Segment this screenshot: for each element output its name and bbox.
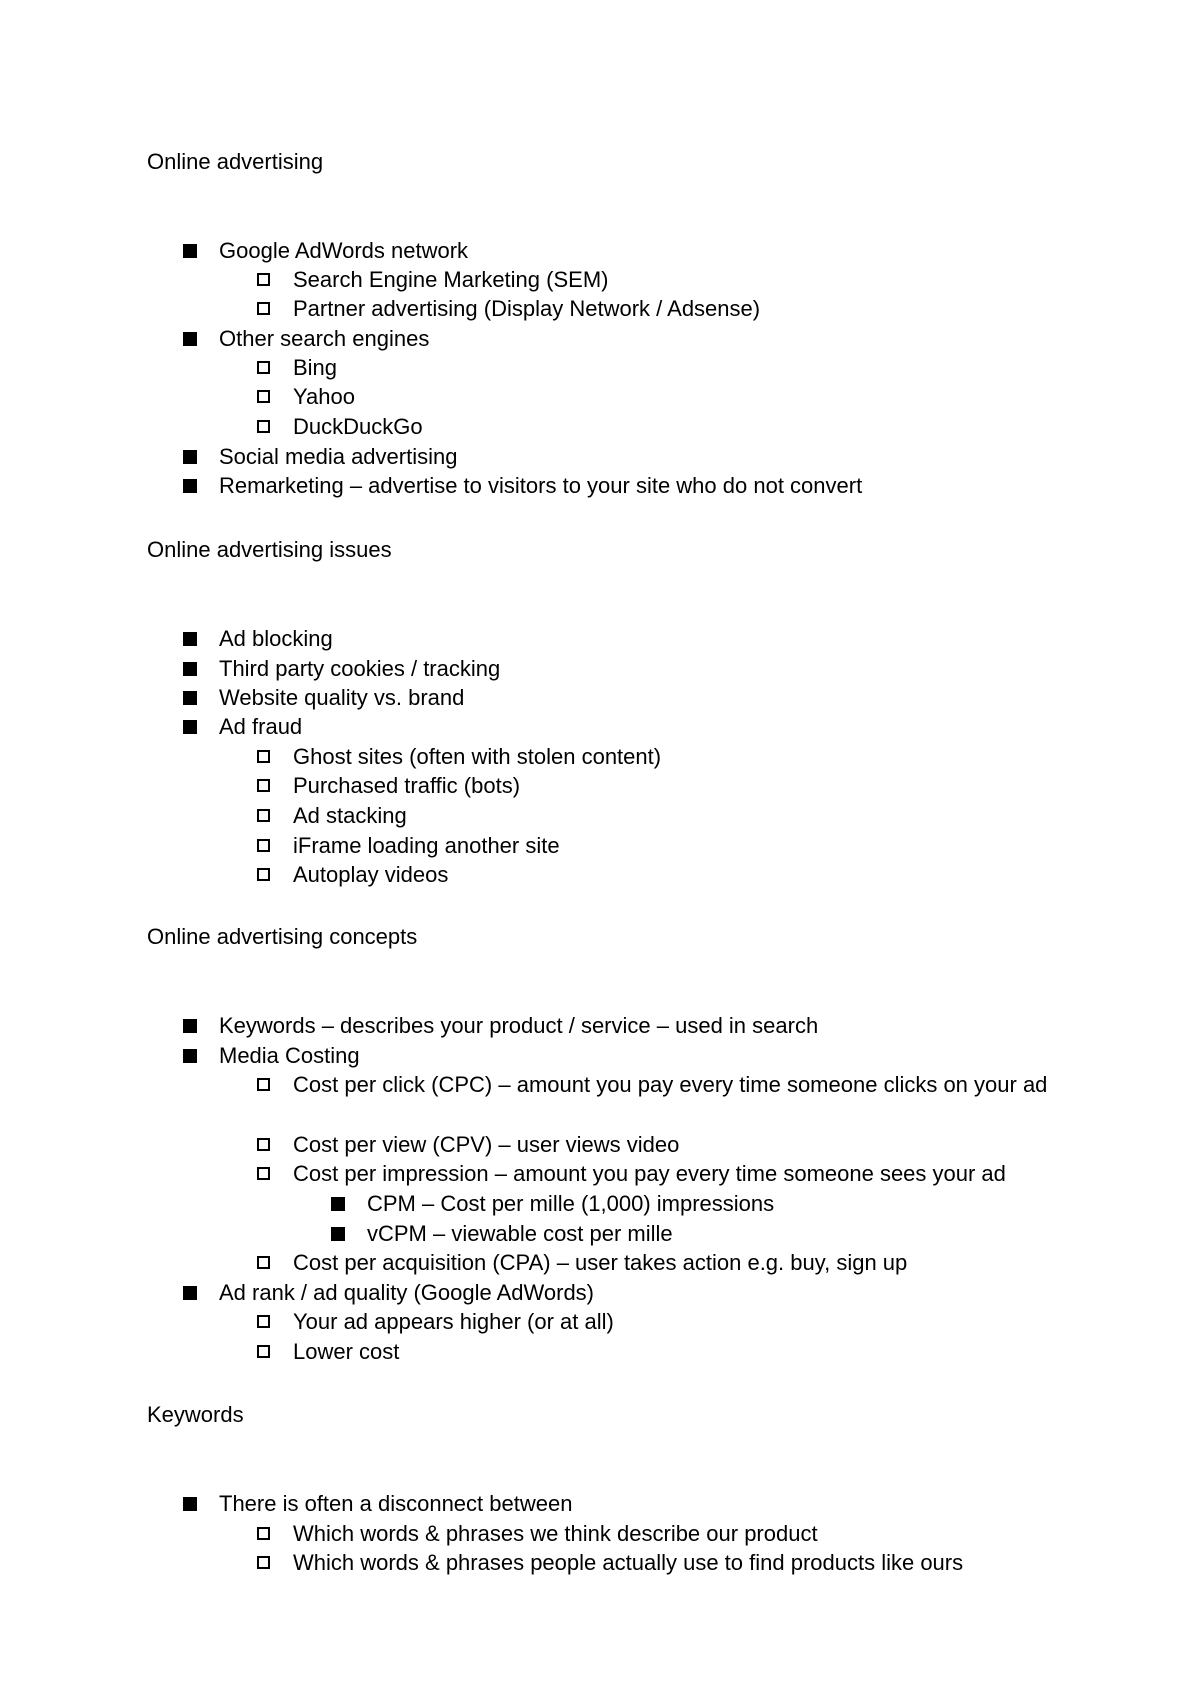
list-item: There is often a disconnect between [219,1489,572,1518]
checkbox-bullet-icon [257,302,270,315]
list-item: Ad rank / ad quality (Google AdWords) [219,1278,594,1307]
square-bullet-icon [183,479,197,493]
square-bullet-icon [183,662,197,676]
checkbox-bullet-icon [257,420,270,433]
checkbox-bullet-icon [257,1138,270,1151]
section-keywords [147,1400,1140,1575]
list-item: Other search engines [219,324,429,353]
list-item: Social media advertising [219,442,457,471]
list-item: Website quality vs. brand [219,683,464,712]
checkbox-bullet-icon [257,809,270,822]
list-item: Ad stacking [293,801,407,830]
list-item: Your ad appears higher (or at all) [293,1307,614,1336]
square-bullet-icon [183,1049,197,1063]
square-bullet-icon [331,1197,345,1211]
checkbox-bullet-icon [257,1167,270,1180]
checkbox-bullet-icon [257,1527,270,1540]
checkbox-bullet-icon [257,1078,270,1091]
list-item: Partner advertising (Display Network / Adsense) [293,294,760,323]
list-item: Cost per acquisition (CPA) – user takes action e.g. buy, sign up [293,1248,907,1277]
list-item: vCPM – viewable cost per mille [367,1219,673,1248]
square-bullet-icon [183,720,197,734]
list-item: Autoplay videos [293,860,448,889]
square-bullet-icon [183,1286,197,1300]
square-bullet-icon [183,332,197,346]
checkbox-bullet-icon [257,1556,270,1569]
square-bullet-icon [331,1227,345,1241]
list-item: Ad blocking [219,624,333,653]
list-item: Keywords – describes your product / service – used in search [219,1011,818,1040]
list-item: CPM – Cost per mille (1,000) impressions [367,1189,774,1218]
list-item: Media Costing [219,1041,360,1070]
checkbox-bullet-icon [257,750,270,763]
checkbox-bullet-icon [257,1345,270,1358]
list-item: Bing [293,353,337,382]
list-item: Yahoo [293,382,355,411]
list-item: Lower cost [293,1337,399,1366]
list-item: Search Engine Marketing (SEM) [293,265,608,294]
square-bullet-icon [183,632,197,646]
section-online-advertising-concepts [147,922,1140,1364]
list-item: Which words & phrases we think describe our product [293,1519,818,1548]
checkbox-bullet-icon [257,1315,270,1328]
list-item: Cost per impression – amount you pay every time someone sees your ad [293,1159,1006,1188]
section-heading: Online advertising [147,149,324,174]
section-heading: Online advertising issues [147,537,392,562]
checkbox-bullet-icon [257,868,270,881]
checkbox-bullet-icon [257,390,270,403]
square-bullet-icon [183,1019,197,1033]
checkbox-bullet-icon [257,779,270,792]
checkbox-bullet-icon [257,273,270,286]
list-item: Ghost sites (often with stolen content) [293,742,661,771]
checkbox-bullet-icon [257,839,270,852]
section-online-advertising-issues [147,535,1140,887]
list-item: Cost per click (CPC) – amount you pay every time someone clicks on your ad [293,1070,1053,1099]
list-item: Ad fraud [219,712,302,741]
checkbox-bullet-icon [257,361,270,374]
square-bullet-icon [183,1497,197,1511]
list-item: Which words & phrases people actually use to find products like ours [293,1548,963,1577]
section-heading: Online advertising concepts [147,924,418,949]
section-heading: Keywords [147,1402,244,1427]
square-bullet-icon [183,450,197,464]
list-item: DuckDuckGo [293,412,423,441]
square-bullet-icon [183,691,197,705]
square-bullet-icon [183,244,197,258]
list-item: Third party cookies / tracking [219,654,500,683]
list-item: Google AdWords network [219,236,468,265]
list-item: Remarketing – advertise to visitors to your site who do not convert [219,471,862,500]
checkbox-bullet-icon [257,1256,270,1269]
list-item: iFrame loading another site [293,831,560,860]
list-item: Cost per view (CPV) – user views video [293,1130,679,1159]
section-online-advertising [147,147,1140,498]
list-item: Purchased traffic (bots) [293,771,520,800]
